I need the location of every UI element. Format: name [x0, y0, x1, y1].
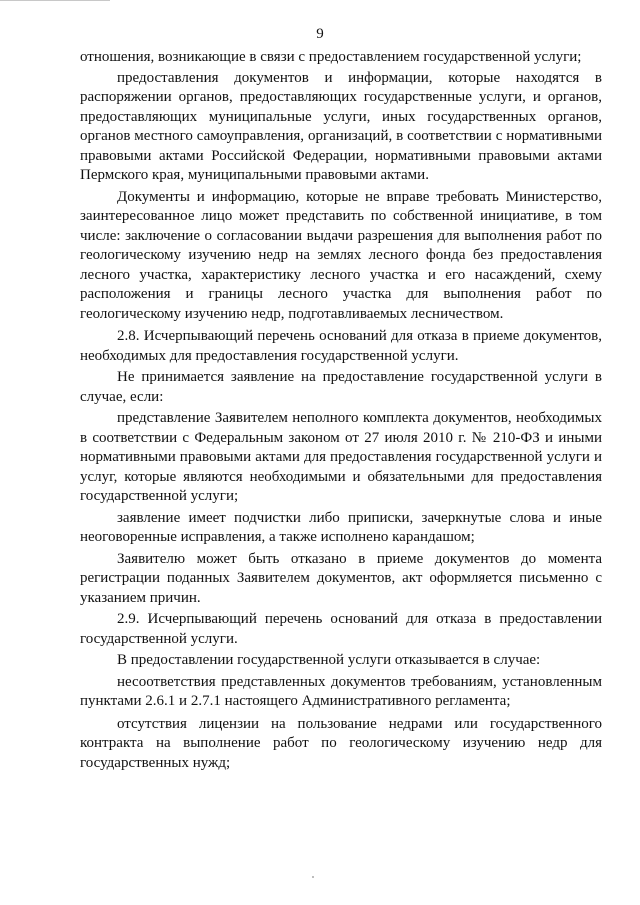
scan-dot [312, 876, 314, 878]
page-number: 9 [316, 26, 324, 42]
paragraph-no-license: отсутствия лицензии на пользование недрами или государственного контракта на выполнение работ по геологическому изучению недр для государственных нужд; [80, 715, 602, 771]
paragraph-not-accepted: Не принимается заявление на предоставление государственной услуги в случае, если: [80, 369, 602, 405]
paragraph-nonconformity: несоответствия представленных документов требованиям, установленным пунктами 2.6.1 и 2.7.1 настоящего Административного регламента; [80, 673, 602, 709]
paragraph-2: предоставления документов и информации, которые находятся в распоряжении органов, предоставляющих государственные услуги, и органов, предоставляющих муниципальные услуги, иных государственных органов, органов местного самоуправления, организаций, в соответствии с нормативными правовыми актами Российской Федерации, нормативными правовыми актами Пермского края, муниципальными правовыми актами. [80, 69, 602, 183]
paragraph-1: отношения, возникающие в связи с предоставлением государственной услуги; [80, 49, 582, 65]
paragraph-3: Документы и информацию, которые не вправе требовать Министерство, заинтересованное лицо может представить по собственной инициативе, в том числе: заключение о согласовании выдачи разрешения для выполнения работ по геологическому изучению недр на землях лесного фонда без предоставления лесного участка, характеристику лесного участка и его насаждений, схему расположения и границы лесного участка для выполнения работ по геологическому изучению недр, подготавливаемых лесничеством. [80, 188, 602, 322]
document-body [80, 48, 602, 773]
paragraph-refusal-cases: В предоставлении государственной услуги отказывается в случае: [117, 652, 541, 668]
paragraph-incomplete-set: представление Заявителем неполного комплекта документов, необходимых в соответствии с Федеральным законом от 27 июля 2010 г. № 210-ФЗ и иными нормативными правовыми актами для предоставления государственной услуги и услуг, которые являются необходимыми и обязательными для предоставления государственной услуги; [80, 410, 602, 504]
paragraph-corrections: заявление имеет подчистки либо приписки, зачеркнутые слова и иные неоговоренные исправления, а также исполнено карандашом; [80, 509, 602, 545]
section-2-9: 2.9. Исчерпывающий перечень оснований для отказа в предоставлении государственной услуги. [80, 611, 602, 647]
scan-edge-line [0, 0, 110, 1]
paragraph-refusal-act: Заявителю может быть отказано в приеме документов до момента регистрации поданных Заявителем документов, акт оформляется письменно с указанием причин. [80, 550, 602, 606]
section-2-8: 2.8. Исчерпывающий перечень оснований для отказа в приеме документов, необходимых для предоставления государственной услуги. [80, 328, 602, 364]
